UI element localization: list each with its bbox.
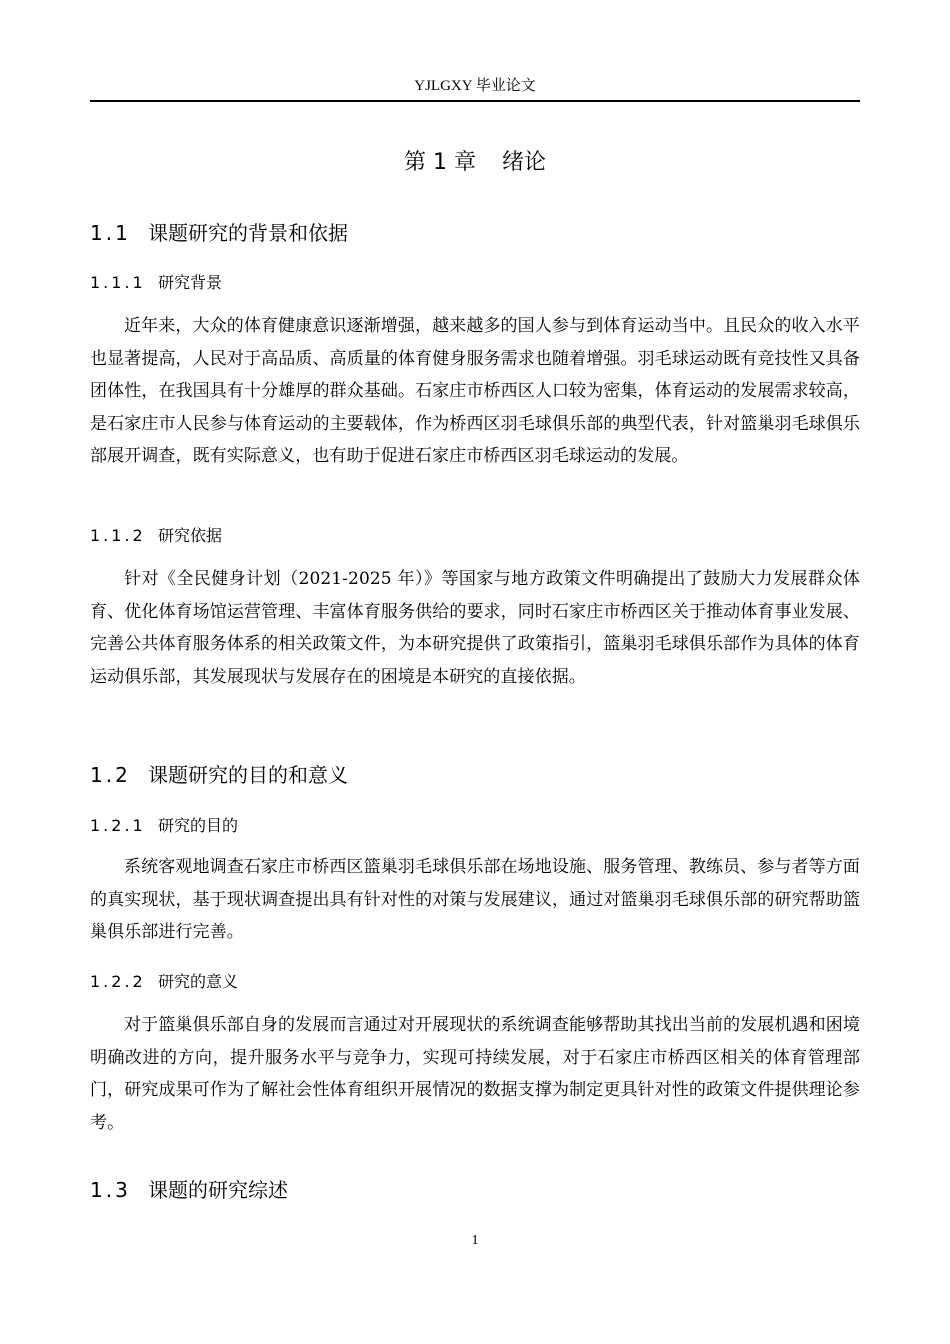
paragraph-research-basis: 针对《全民健身计划（2021-2025 年）》等国家与地方政策文件明确提出了鼓励大力发展群众体育、优化体育场馆运营管理、丰富体育服务供给的要求，同时石家庄市桥西区关于推动体育事业发展、完善公共体育服务体系的相关政策文件，为本研究提供了政策指引，篮巢羽毛球俱乐部作为具体的体育运动俱乐部，其发展现状与发展存在的困境是本研究的直接依据。 — [90, 569, 860, 687]
chapter-name: 绪论 — [501, 150, 546, 175]
section-number: 1.3 — [90, 1178, 131, 1202]
section-heading-1-2 — [90, 760, 348, 790]
subsection-title: 研究的意义 — [158, 972, 239, 991]
page-number: 1 — [471, 1233, 479, 1248]
paragraph-research-significance: 对于篮巢俱乐部自身的发展而言通过对开展现状的系统调查能够帮助其找出当前的发展机遇和困境明确改进的方向，提升服务水平与竞争力，实现可持续发展，对于石家庄市桥西区相关的体育管理部门，研究成果可作为了解社会性体育组织开展情况的数据支撑为制定更具针对性的政策文件提供理论参考。 — [90, 1015, 860, 1133]
chapter-number: 第 1 章 — [404, 150, 476, 175]
chapter-title — [90, 146, 860, 180]
section-number: 1.2 — [90, 763, 131, 787]
paragraph-research-purpose: 系统客观地调查石家庄市桥西区篮巢羽毛球俱乐部在场地设施、服务管理、教练员、参与者等方面的真实现状，基于现状调查提出具有针对性的对策与发展建议，通过对篮巢羽毛球俱乐部的研究帮助篮巢俱乐部进行完善。 — [90, 857, 860, 943]
section-number: 1.1 — [90, 221, 131, 245]
subsection-title: 研究依据 — [158, 526, 223, 545]
subsection-heading-1-2-2 — [90, 969, 238, 995]
running-header: YJLGXY 毕业论文 — [414, 78, 536, 94]
subsection-title: 研究的目的 — [158, 816, 239, 835]
subsection-heading-1-2-1 — [90, 813, 238, 839]
subsection-title: 研究背景 — [158, 273, 223, 292]
subsection-heading-1-1-2 — [90, 523, 222, 549]
subsection-heading-1-1-1 — [90, 270, 222, 296]
section-heading-1-1 — [90, 218, 348, 248]
subsection-number: 1.2.1 — [90, 816, 146, 835]
paragraph-research-background: 近年来，大众的体育健康意识逐渐增强，越来越多的国人参与到体育运动当中。且民众的收入水平也显著提高，人民对于高品质、高质量的体育健身服务需求也随着增强。羽毛球运动既有竞技性又具备团体性，在我国具有十分雄厚的群众基础。石家庄市桥西区人口较为密集，体育运动的发展需求较高，是石家庄市人民参与体育运动的主要载体，作为桥西区羽毛球俱乐部的典型代表，针对篮巢羽毛球俱乐部展开调查，既有实际意义，也有助于促进石家庄市桥西区羽毛球运动的发展。 — [90, 316, 860, 467]
section-title: 课题研究的背景和依据 — [148, 221, 348, 245]
section-title: 课题的研究综述 — [148, 1178, 288, 1202]
subsection-number: 1.2.2 — [90, 972, 146, 991]
header-rule — [90, 100, 860, 102]
section-title: 课题研究的目的和意义 — [148, 763, 348, 787]
section-heading-1-3 — [90, 1175, 288, 1205]
subsection-number: 1.1.1 — [90, 273, 146, 292]
subsection-number: 1.1.2 — [90, 526, 146, 545]
